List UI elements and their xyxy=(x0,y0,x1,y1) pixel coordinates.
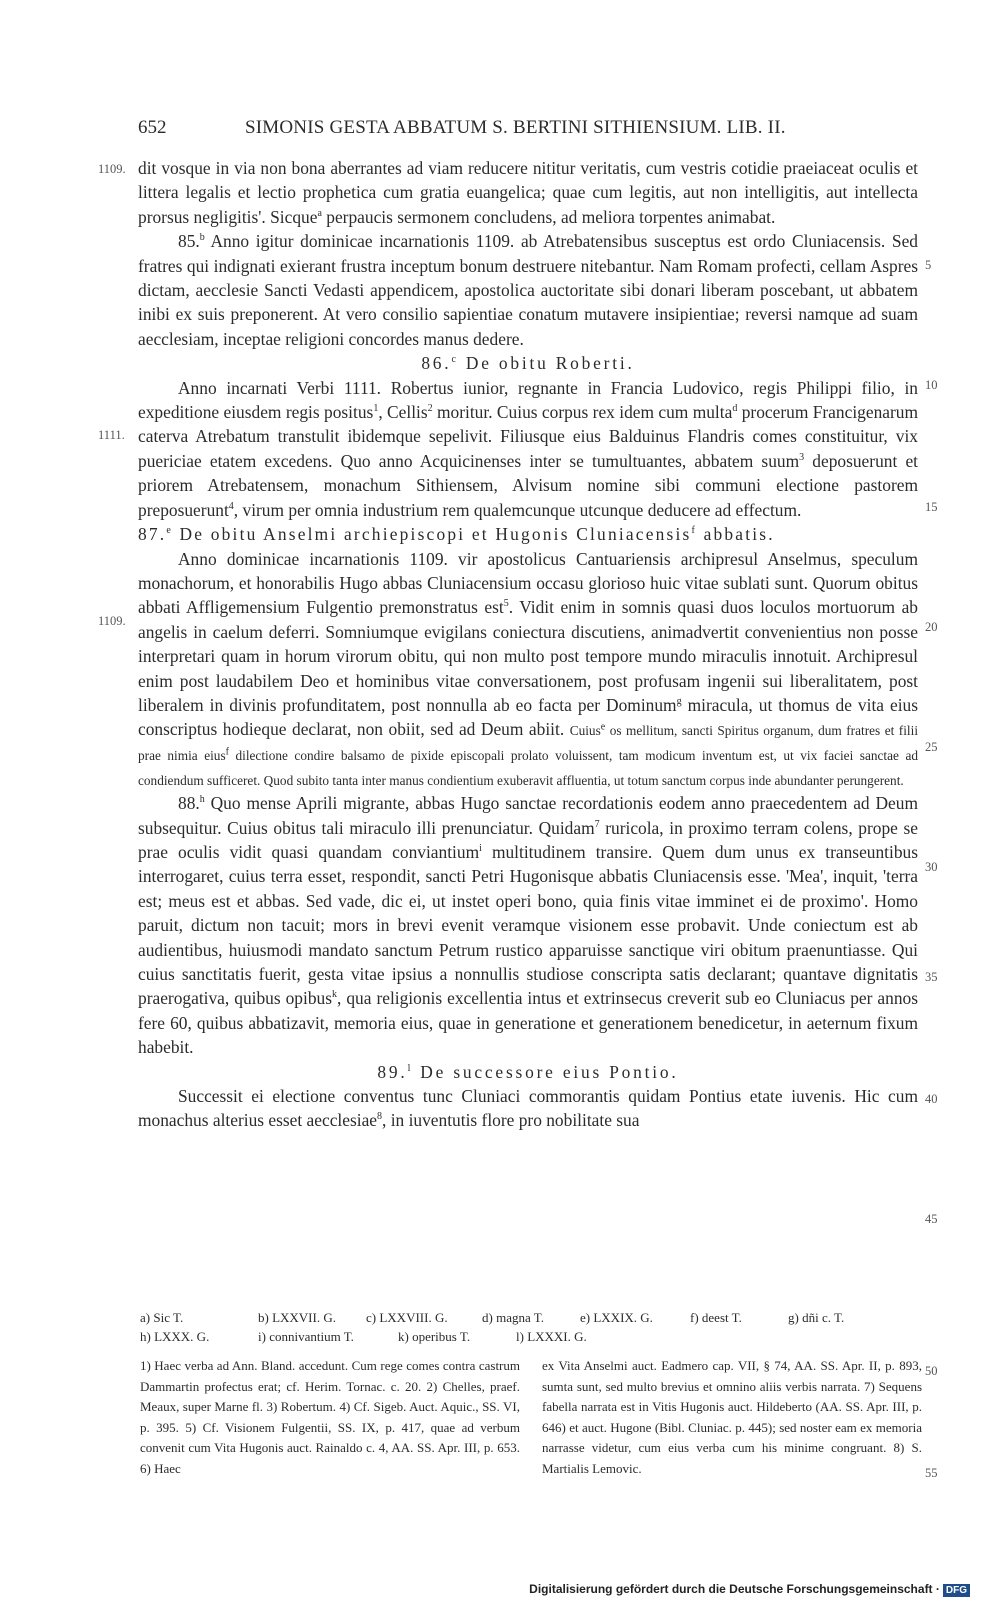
small-print-passage: Cuius$^e$ os mellitum, sancti Spiritus organum, dum fratres et filii prae nimia eius$^f$ dilectione condire balsamo de pixide episcopali prolato voluissent, tam modicum inventum est, ut vix faciei sanctae ad condiendum sufficeret. Quod subito tanta inter manus condientium exuberavit affluentia, ut totum sanctum corpus inde abundanter perungerent. xyxy=(138,721,919,788)
apparatus-note: d) magna T. xyxy=(482,1310,544,1325)
footer-credit: Digitalisierung gefördert durch die Deutsche Forschungsgemeinschaft · DFG xyxy=(529,1582,970,1597)
paragraph-86: Anno incarnati Verbi 1111. Robertus iunior, regnante in Francia Ludovico, regis Philippi filio, in expeditione eiusdem regis positus$^1$, Cellis$^2$ moritur. Cuius corpus rex idem cum multa$^d$ procerum Francigenarum caterva Atrebatum transtulit ibidemque sepelivit. Filiusque eius Balduinus Flandris comes constituitur, vix puericiae etatem excedens. Quo anno Acquicinenses inter se tumultuantes, abbatem suum$^3$ deposuerunt et priorem Atrebatensem, monachum Sithiensem, Alvisum nomine sibi communi electione pastorem preposuerunt$^4$, virum per omnia industrium rem qualemcunque utcunque deducere ad effectum. xyxy=(138,377,919,520)
section-heading-87: 87.$^e$ De obitu Anselmi archiepiscopi et Hugonis Cluniacensis$^f$ abbatis. xyxy=(138,524,775,545)
paragraph-87: Anno dominicae incarnationis 1109. vir apostolicus Cantuariensis archipresul Anselmus, speculum monachorum, et honorabilis Hugo abbas Cluniacensium occasu glorioso huic vitae sublati sunt. Quorum obitus abbati Affligemensium Fulgentio premonstratus est$^5$. Vidit enim in somnis quasi duos loculos mortuorum ab angelis in caelum deferri. Somniumque evigilans coniectura discutiens, animadvertit convenientius non posse interpretari quam in horum virorum obitu, qui non multo post tempore mundo miraculis innotuit. Archipresul enim post laudabilem Deo et hominibus vitae conversationem, post profusam ingenii sui liberalitatem, post liberalem in divinis profunditatem, post nonnulla ab eo facta per Dominum$^g$ miracula, ut thomus de vita eius conscriptus hodieque declarat, non obiit, sed ad Deum abiit. Cuius$^e$ os mellitum, sancti Spiritus organum, dum fratres et filii prae nimia eius$^f$ dilectione condire balsamo de pixide episcopali prolato voluissent, tam modicum inventum est, ut vix faciei sanctae ad condiendum sufficeret. Quod subito tanta inter manus condientium exuberavit affluentia, ut totum sanctum corpus inde abundanter perungerent. xyxy=(138,548,919,788)
margin-year: 1111. xyxy=(98,428,125,442)
paragraph-85: 85.$^b$ Anno igitur dominicae incarnationis 1109. ab Atrebatensibus susceptus est ordo Cluniacensis. Sed fratres qui indignati exierant frustra inceptum bonum destruere nitebantur. Nam Romam profecti, cellam Aspres dictam, aecclesie Sancti Vedasti appendicem, apostolica auctoritate sibi donari liberam poscebant, ut abbatem inibi ex suis preponerent. At vero consilio sapientiae conatum mutavere insipientiae; reversi namque ad suam aecclesiam, inceptae religioni concordes manus dedere. xyxy=(138,231,918,349)
paragraph-89: Successit ei electione conventus tunc Cluniaci commorantis quidam Pontius etate iuvenis. Hic cum monachus alterius esset aecclesiae$^8$, in iuventutis flore pro nobilitate sua xyxy=(138,1086,918,1131)
digitization-footer xyxy=(0,1580,1000,1600)
apparatus-note: c) LXXVIII. G. xyxy=(366,1310,448,1325)
line-number: 30 xyxy=(925,860,938,874)
apparatus-row xyxy=(140,1327,920,1346)
apparatus-note: i) connivantium T. xyxy=(258,1329,354,1344)
apparatus-row xyxy=(140,1308,920,1327)
margin-year: 1109. xyxy=(98,162,126,176)
line-number: 45 xyxy=(925,1212,938,1226)
line-number: 35 xyxy=(925,970,938,984)
line-number: 20 xyxy=(925,620,938,634)
footnotes-right-column: ex Vita Anselmi auct. Eadmero cap. VII, § 74, AA. SS. Apr. II, p. 893, sumta sunt, sed multo brevius et omnino aliis verbis narrata. 7) Sequens fabella narrata est in Vitis Hugonis auct. Hildeberto (AA. SS. Apr. III, p. 646) et auct. Hugone (Bibl. Cluniac. p. 445); sed noster eam ex memoria narrasse videtur, cum eius verba cum his minime congruant. 8) S. Martialis Lemovic. xyxy=(542,1358,922,1476)
dfg-logo: DFG xyxy=(943,1584,970,1597)
critical-apparatus xyxy=(140,1308,920,1346)
main-text xyxy=(138,156,918,1133)
line-number: 25 xyxy=(925,740,938,754)
apparatus-note: e) LXXIX. G. xyxy=(580,1310,653,1325)
line-number: 40 xyxy=(925,1092,938,1106)
footnotes-left-column: 1) Haec verba ad Ann. Bland. accedunt. Cum rege comes contra castrum Dammartin profectus erat; cf. Herim. Tornac. c. 20. 2) Chelles, praef. Meaux, super Marne fl. 3) Robertum. 4) Cf. Sigeb. Auct. Aquic., SS. VI, p. 395. 5) Cf. Visionem Fulgentii, SS. IX, p. 417, quae ad verbum convenit cum Vita Hugonis auct. Rainaldo c. 4, AA. SS. Apr. III, p. 653. 6) Haec xyxy=(140,1358,520,1476)
section-heading-86: 86.$^c$ De obitu Roberti. xyxy=(421,353,635,374)
paragraph-88: 88.$^h$ Quo mense Aprili migrante, abbas Hugo sanctae recordationis eodem anno praecedentem ad Deum subsequitur. Cuius obitus tali miraculo illi prenunciatur. Quidam$^7$ ruricola, in proximo terram colens, prope se prae oculis vidit quasi quandam conviantium$^i$ multitudinem transire. Quem dum unus ex transeuntibus interrogaret, cuius terra esset, respondit, sancti Petri Hugonisque abbatis Cluniacensis esse. 'Mea', inquit, 'terra est; meus est et abbas. Sed vade, dic ei, ut instet operi bono, quia finis vitae imminet ei de proximo'. Homo paruit, dictum non tacuit; mors in brevi evenit veramque visionem esse probavit. Unde coniectum est ab audientibus, huiusmodi mandato sanctum Petrum rustico apparuisse sanctique viri obitum praenuntiasse. Qui cuius sanctitatis fuerit, gesta vitae ipsius a nonnullis studiose conscripta satis declarant; quantave dignitatis praerogativa, quibus opibus$^k$, qua religionis excellentia intus et extrinsecus creverit sub eo Cluniacus per annos fere 60, quibus abbatizavit, memoria eius, quae in generatione et generationem benedicetur, in aeternum fixum habebit. xyxy=(138,793,918,1058)
line-number: 55 xyxy=(925,1466,938,1480)
line-number: 10 xyxy=(925,378,938,392)
apparatus-note: k) operibus T. xyxy=(398,1329,471,1344)
running-title: SIMONIS GESTA ABBATUM S. BERTINI SITHIENSIUM. LIB. II. xyxy=(245,117,786,138)
running-header xyxy=(0,117,1000,143)
apparatus-note: a) Sic T. xyxy=(140,1310,184,1325)
line-number: 15 xyxy=(925,500,938,514)
apparatus-note: l) LXXXI. G. xyxy=(516,1329,587,1344)
margin-year: 1109. xyxy=(98,614,126,628)
line-number: 50 xyxy=(925,1364,938,1378)
apparatus-note: f) deest T. xyxy=(690,1310,742,1325)
paragraph: dit vosque in via non bona aberrantes ad viam reducere nititur veritatis, cum vestris cotidie praeiaceat oculis et littera legalis et lectio prophetica cum gratia euangelica; quae cum legitis, aut non intelligitis, aut intellecta prorsus negligitis'. Sicque$^a$ perpaucis sermonem concludens, ad meliora torpentes animabat. xyxy=(138,158,918,227)
page-number: 652 xyxy=(138,117,167,138)
apparatus-note: h) LXXX. G. xyxy=(140,1329,210,1344)
apparatus-note: g) dñi c. T. xyxy=(788,1310,845,1325)
section-heading-89: 89.$^l$ De successore eius Pontio. xyxy=(377,1061,679,1082)
apparatus-note: b) LXXVII. G. xyxy=(258,1310,336,1325)
line-number: 5 xyxy=(925,258,932,272)
